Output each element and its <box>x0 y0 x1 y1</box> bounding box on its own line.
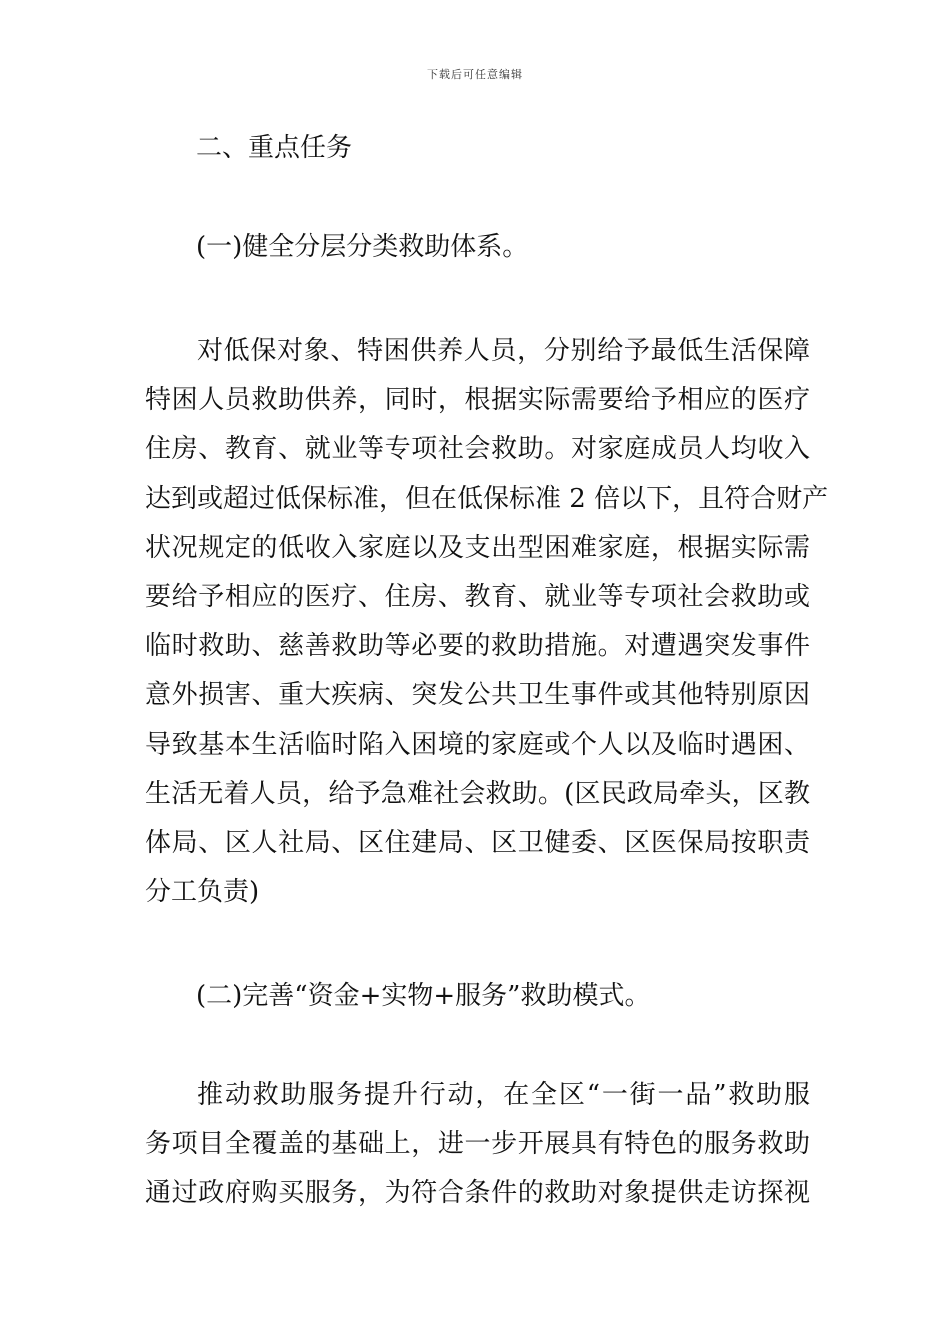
paragraph-line: 推动救助服务提升行动，在全区“一街一品”救助服 <box>197 1080 810 1110</box>
paragraph-line: 临时救助、慈善救助等必要的救助措施。对遭遇突发事件 <box>145 631 810 662</box>
header-note: 下载后可任意编辑 <box>427 68 523 81</box>
paragraph-line: 分工负责) <box>145 877 260 908</box>
paragraph-line: 对低保对象、特困供养人员，分别给予最低生活保障 <box>197 336 810 366</box>
main-heading: 二、重点任务 <box>196 133 353 163</box>
paragraph-line: 状况规定的低收入家庭以及支出型困难家庭，根据实际需 <box>145 532 810 563</box>
paragraph-line: 生活无着人员，给予急难社会救助。(区民政局牵头，区教 <box>145 778 810 809</box>
paragraph-line: 导致基本生活临时陷入困境的家庭或个人以及临时遇困、 <box>145 729 810 760</box>
paragraph-line: 达到或超过低保标准，但在低保标准 2 倍以下，且符合财产 <box>145 483 829 514</box>
paragraph-line: 务项目全覆盖的基础上，进一步开展具有特色的服务救助 <box>145 1129 810 1160</box>
paragraph-line: 住房、教育、就业等专项社会救助。对家庭成员人均收入 <box>145 434 810 465</box>
paragraph-line: 通过政府购买服务，为符合条件的救助对象提供走访探视 <box>145 1178 810 1209</box>
section-1-title: (一)健全分层分类救助体系。 <box>196 232 529 262</box>
paragraph-line: 要给予相应的医疗、住房、教育、就业等专项社会救助或 <box>145 581 810 612</box>
section-2-title: (二)完善“资金+实物+服务”救助模式。 <box>196 981 651 1011</box>
paragraph-line: 体局、区人社局、区住建局、区卫健委、区医保局按职责 <box>145 827 810 858</box>
paragraph-line: 特困人员救助供养，同时，根据实际需要给予相应的医疗 <box>145 385 810 416</box>
paragraph-line: 意外损害、重大疾病、突发公共卫生事件或其他特别原因 <box>145 680 810 711</box>
section-2-paragraph <box>145 1071 810 1219</box>
section-1-paragraph <box>145 327 829 917</box>
